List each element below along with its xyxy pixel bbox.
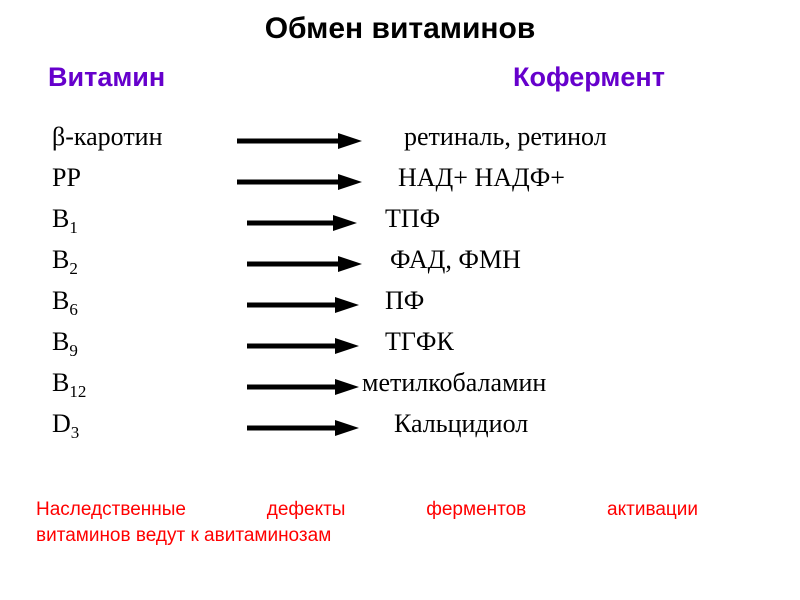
vitamin-name: РР <box>52 163 81 192</box>
vitamin-label <box>52 163 81 193</box>
vitamin-label <box>52 122 163 152</box>
note-line-2: витаминов ведут к авитаминозам <box>36 525 332 546</box>
vitamin-subscript: 12 <box>69 382 87 402</box>
vitamin-label <box>52 327 78 361</box>
vitamin-subscript: 1 <box>69 218 78 238</box>
mapping-row <box>0 368 800 409</box>
arrow-right-icon <box>247 378 359 396</box>
arrow-right-icon <box>247 214 357 232</box>
coenzyme-label: метилкобаламин <box>362 368 547 397</box>
vitamin-name: В <box>52 245 70 274</box>
mapping-row <box>0 204 800 245</box>
arrow-right-icon <box>237 132 362 150</box>
mapping-row <box>0 122 800 163</box>
vitamin-label <box>52 409 79 443</box>
coenzyme-label: ТПФ <box>385 204 441 233</box>
arrow-right-icon <box>247 419 359 437</box>
vitamin-subscript: 9 <box>69 341 78 361</box>
vitamin-name: D <box>52 409 71 438</box>
arrow-right-icon <box>247 296 359 314</box>
mapping-row <box>0 409 800 450</box>
column-header-vitamin: Витамин <box>48 62 166 92</box>
note-text <box>36 497 736 549</box>
vitamin-label <box>52 245 78 279</box>
vitamin-label <box>52 204 78 238</box>
coenzyme-label: ТГФК <box>385 327 454 356</box>
vitamin-subscript: 6 <box>69 300 78 320</box>
vitamin-subscript: 2 <box>69 259 78 279</box>
arrow-right-icon <box>237 173 362 191</box>
vitamin-label <box>52 286 78 320</box>
coenzyme-label: НАД+ НАДФ+ <box>398 163 565 192</box>
vitamin-name: В <box>52 286 70 315</box>
arrow-right-icon <box>247 255 362 273</box>
vitamin-subscript: 3 <box>70 423 80 443</box>
coenzyme-label: ретиналь, ретинол <box>404 122 607 151</box>
coenzyme-label: ФАД, ФМН <box>390 245 521 274</box>
vitamin-coenzyme-list <box>0 122 800 450</box>
vitamin-name: В <box>52 204 70 233</box>
mapping-row <box>0 327 800 368</box>
coenzyme-label: ПФ <box>385 286 425 315</box>
vitamin-name: В <box>52 368 70 397</box>
column-header-coenzyme: Кофермент <box>513 62 665 92</box>
mapping-row <box>0 163 800 204</box>
mapping-row <box>0 286 800 327</box>
note-line-1: Наследственные дефекты ферментов активации <box>36 499 698 520</box>
vitamin-name: β-каротин <box>52 122 163 151</box>
page-title: Обмен витаминов <box>264 12 536 45</box>
mapping-row <box>0 245 800 286</box>
arrow-right-icon <box>247 337 359 355</box>
coenzyme-label: Кальцидиол <box>394 409 529 438</box>
vitamin-name: В <box>52 327 70 356</box>
vitamin-label <box>52 368 86 402</box>
